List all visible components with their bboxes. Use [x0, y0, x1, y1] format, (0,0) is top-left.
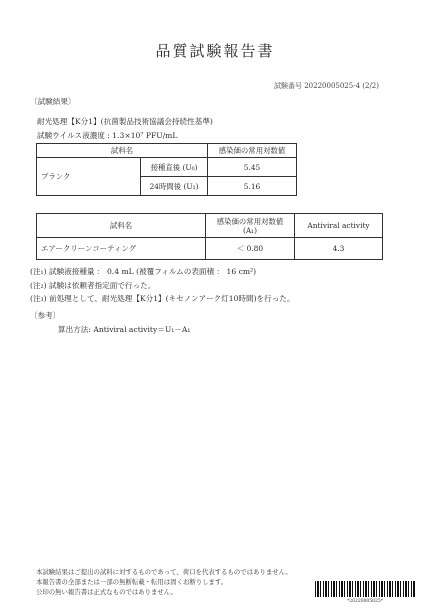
doc-number: 試験番号 20220005025-4 (2/2)	[274, 82, 379, 90]
footer-line-3: 公印の無い報告書は正式なものではありません。	[36, 588, 177, 596]
virus-concentration: 試験ウイルス液濃度 : 1.3×10⁷ PFU/mL	[37, 131, 178, 140]
table2-header-value-sub: (A₁)	[242, 225, 258, 235]
table2-header-value-cell	[206, 214, 295, 238]
treatment-line: 耐光処理【K分1】(抗菌製品技術協議会持続性基準)	[37, 117, 213, 126]
barcode-number: *20220005025*	[347, 599, 383, 604]
page-title: 品質試験報告書	[155, 42, 275, 60]
sample-results-table	[36, 213, 383, 260]
table2-row-activity: 4.3	[295, 238, 383, 260]
footer-line-1: 本試験結果はご提出の試料に対するものであって、荷口を代表するものではありません。	[36, 568, 292, 576]
note-1: (注₁) 試験液接種量 ： 0.4 mL (被覆フィルムの表面積 ： 16 cm²)	[30, 267, 257, 276]
table2-header-sample: 試料名	[37, 214, 206, 238]
row1-label-cell	[141, 158, 208, 177]
table2-row-label: エアークリーンコーティング	[37, 238, 206, 260]
note-2: (注₂) 試験は依頼者指定面で行った。	[30, 281, 156, 290]
blank-results-table	[36, 143, 297, 196]
row1-label: 接種直後	[150, 162, 181, 172]
row2-value: 5.16	[208, 177, 297, 196]
table1-header-sample: 試料名	[37, 144, 208, 158]
note-3: (注₃) 前処理として、耐光処理【K分1】(キセノンアーク灯10時間)を行った。	[30, 294, 295, 303]
row2-label: 24時間後	[149, 181, 182, 191]
barcode	[315, 581, 415, 597]
blank-label: ブランク	[37, 158, 141, 196]
footer-line-2: 本報告書の全部または一部の無断転載・転用は固くお断りします。	[36, 578, 228, 586]
section-reference-heading: 〔参考〕	[30, 311, 61, 320]
row2-label-cell	[141, 177, 208, 196]
table2-row-value: ＜ 0.80	[206, 238, 295, 260]
row2-sub: (U₁)	[183, 181, 199, 191]
calculation-formula: 算出方法: Antiviral activity＝U₁－A₁	[58, 325, 191, 334]
row1-sub: (U₀)	[182, 162, 198, 172]
table2-header-value: 感染価の常用対数値	[216, 216, 284, 226]
table1-header-value: 感染価の常用対数値	[208, 144, 297, 158]
row1-value: 5.45	[208, 158, 297, 177]
section-results-heading: 〔試験結果〕	[30, 97, 76, 106]
table2-header-activity: Antiviral activity	[295, 214, 383, 238]
